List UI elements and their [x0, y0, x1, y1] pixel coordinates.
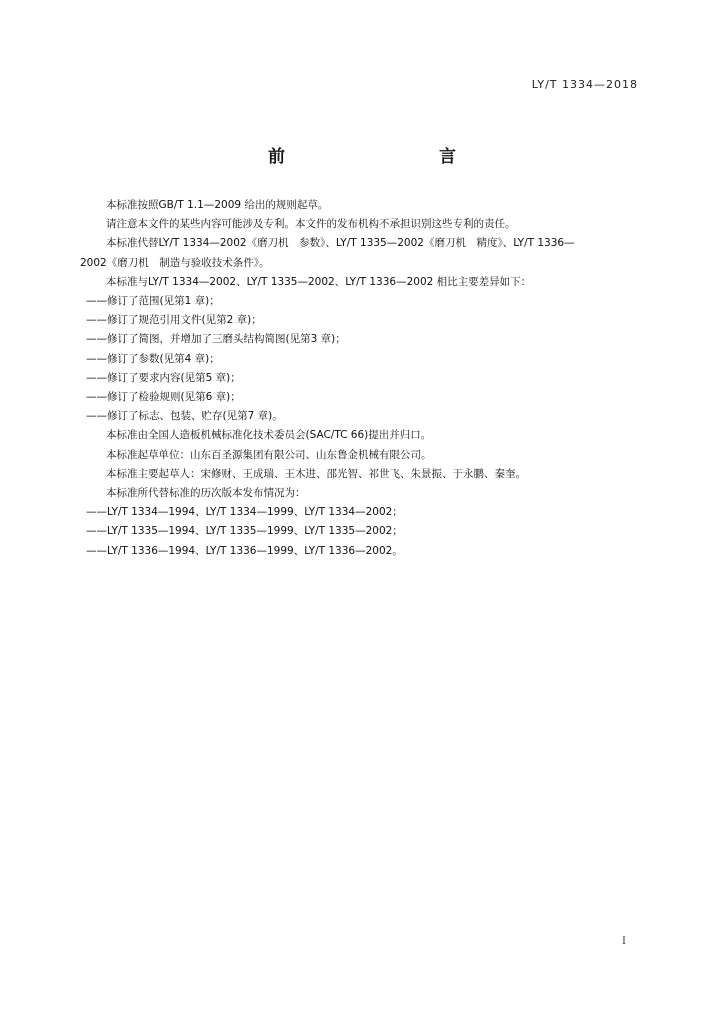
page-number: I	[622, 936, 626, 947]
list-item: ——修订了规范引用文件(见第2 章)；	[86, 314, 262, 327]
list-item: ——修订了参数(见第4 章)；	[86, 352, 220, 365]
paragraph-proposer: 本标准由全国人造板机械标准化技术委员会(SAC/TC 66)提出并归口。	[106, 429, 432, 442]
list-item: ——LY/T 1335—1994、LY/T 1335—1999、LY/T 1335—2002；	[86, 525, 403, 538]
paragraph-history-intro: 本标准所代替标准的历次版本发布情况为：	[106, 487, 306, 500]
paragraph-differences-intro: 本标准与LY/T 1334—2002、LY/T 1335—2002、LY/T 1336—2002 相比主要差异如下：	[106, 275, 532, 288]
paragraph-patent-notice: 请注意本文件的某些内容可能涉及专利。本文件的发布机构不承担识别这些专利的责任。	[106, 218, 516, 231]
paragraph-drafting-units: 本标准起草单位：山东百圣源集团有限公司、山东鲁金机械有限公司。	[106, 448, 432, 461]
list-item: ——修订了标志、包装、贮存(见第7 章)。	[86, 410, 283, 423]
list-item: ——修订了检验规则(见第6 章)；	[86, 391, 241, 404]
list-item: ——LY/T 1334—1994、LY/T 1334—1999、LY/T 1334—2002；	[86, 506, 403, 519]
list-item: ——LY/T 1336—1994、LY/T 1336—1999、LY/T 1336—2002。	[86, 544, 403, 557]
standard-code: LY/T 1334—2018	[531, 78, 638, 91]
list-item: ——修订了范围(见第1 章)；	[86, 295, 220, 308]
paragraph-replaces: 本标准代替LY/T 1334—2002《磨刀机 参数》、LY/T 1335—2002《磨刀机 精度》、LY/T 1336—	[106, 237, 575, 250]
document-body	[80, 196, 646, 561]
paragraph-replaces-continued: 2002《磨刀机 制造与验收技术条件》。	[80, 256, 270, 269]
list-item: ——修订了要求内容(见第5 章)；	[86, 371, 241, 384]
list-item: ——修订了简图，并增加了三磨头结构简图(见第3 章)；	[86, 333, 346, 346]
page-title: 前 言	[268, 147, 496, 167]
paragraph-drafters: 本标准主要起草人：宋修财、王成瑞、王木进、邵光智、祁世飞、朱景振、于永鹏、秦奎。	[106, 467, 526, 480]
paragraph-drafting-rules: 本标准按照GB/T 1.1—2009 给出的规则起草。	[106, 199, 329, 211]
